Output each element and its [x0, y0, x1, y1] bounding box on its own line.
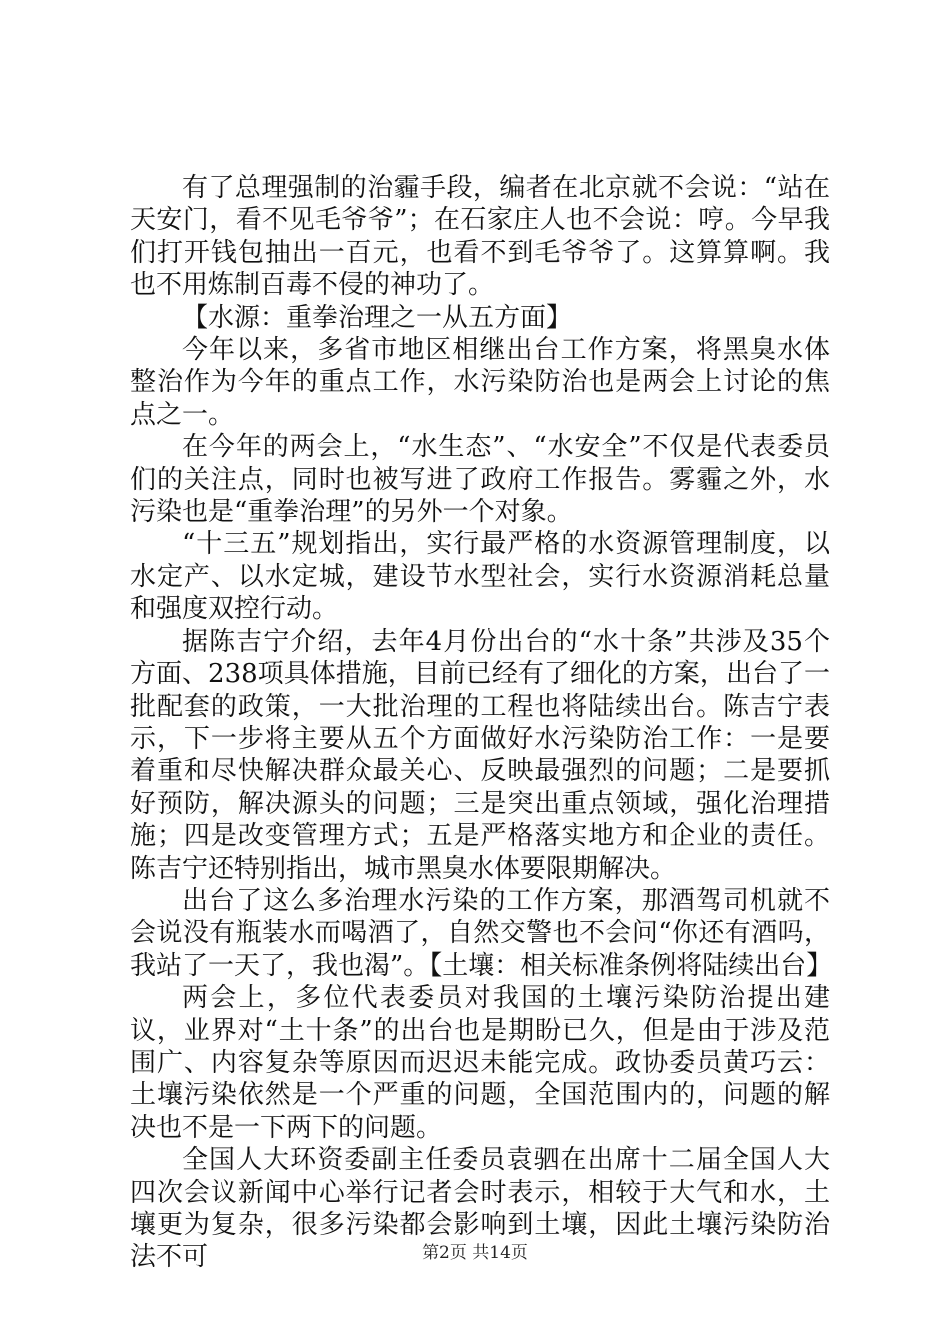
document-body [130, 172, 833, 1274]
page-footer: 第2页 共14页 [422, 1243, 528, 1263]
paragraph-chen-jining: 据陈吉宁介绍，去年4月份出台的“水十条”共涉及35个方面、238项具体措施，目前已经有了细化的方案，出台了一批配套的政策，一大批治理的工程也将陆续出台。陈吉宁表示，下一步将主要从五个方面做好水污染防治工作：一是要着重和尽快解决群众最关心、反映最强烈的问题；二是要抓好预防，解决源头的问题；三是突出重点领域，强化治理措施；四是改变管理方式；五是严格落实地方和企业的责任。陈吉宁还特别指出，城市黑臭水体要限期解决。 [130, 626, 830, 884]
paragraph-water-joke-and-soil-heading: 出台了这么多治理水污染的工作方案，那酒驾司机就不会说没有瓶装水而喝酒了，自然交警也不会问“你还有酒吗，我站了一天了，我也渴”。【土壤：相关标准条例将陆续出台】 [130, 885, 833, 981]
paragraph-two-sessions: 在今年的两会上，“水生态”、“水安全”不仅是代表委员们的关注点，同时也被写进了政府工作报告。雾霾之外，水污染也是“重拳治理”的另外一个对象。 [130, 432, 830, 528]
section-heading-water: 【水源：重拳治理之一从五方面】 [182, 302, 573, 333]
paragraph-yuan-si: 全国人大环资委副主任委员袁驷在出席十二届全国人大四次会议新闻中心举行记者会时表示，相较于大气和水，土壤更为复杂，很多污染都会影响到土壤，因此土壤污染防治法不可 [130, 1145, 830, 1273]
paragraph-soil-proposals: 两会上，多位代表委员对我国的土壤污染防治提出建议，业界对“土十条”的出台也是期盼已久，但是由于涉及范围广、内容复杂等原因而迟迟未能完成。政协委员黄巧云：土壤污染依然是一个严重的问题，全国范围内的，问题的解决也不是一下两下的问题。 [130, 983, 830, 1143]
paragraph-water-plans: 今年以来，多省市地区相继出台工作方案，将黑臭水体整治作为今年的重点工作，水污染防治也是两会上讨论的焦点之一。 [130, 335, 830, 430]
paragraph-intro: 有了总理强制的治霾手段，编者在北京就不会说：“站在天安门，看不见毛爷爷”；在石家庄人也不会说：哼。今早我们打开钱包抽出一百元，也看不到毛爷爷了。这算算啊。我也不用炼制百毒不侵的神功了。 [130, 173, 830, 301]
paragraph-five-year-plan: “十三五”规划指出，实行最严格的水资源管理制度，以水定产、以水定城，建设节水型社会，实行水资源消耗总量和强度双控行动。 [130, 529, 830, 625]
